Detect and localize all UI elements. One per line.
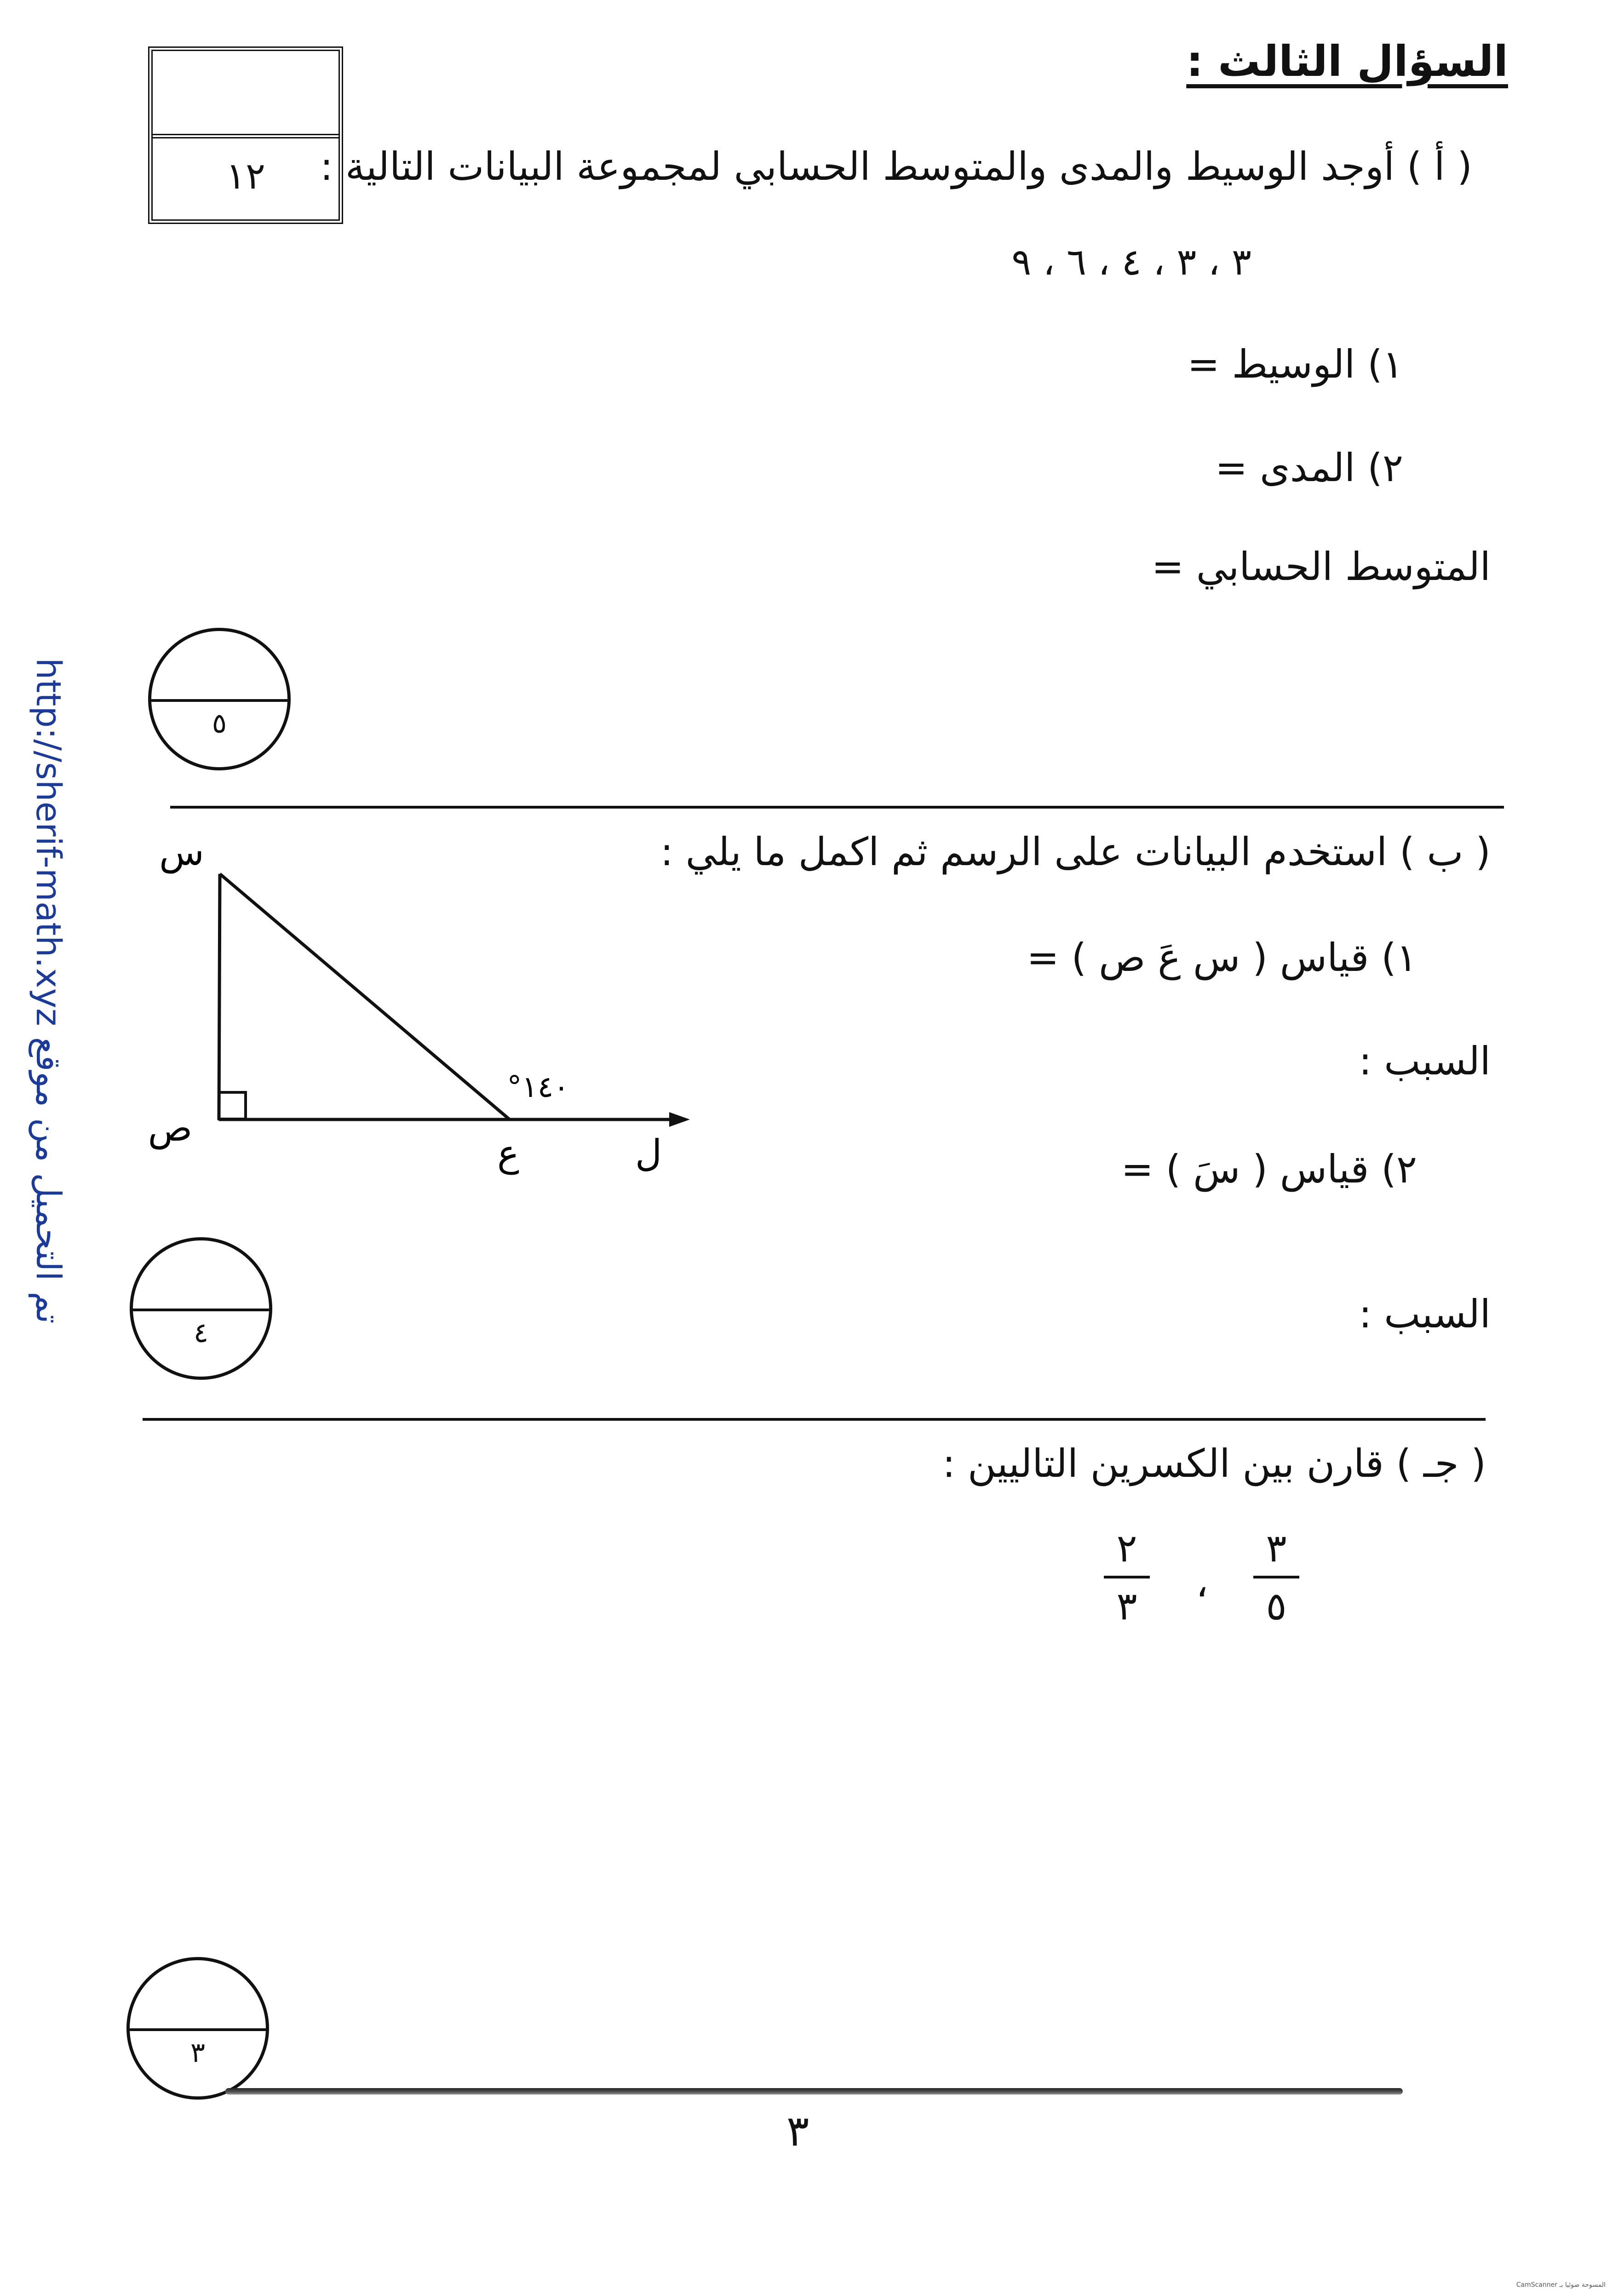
part-a-mean: المتوسط الحسابي =	[1151, 544, 1491, 589]
triangle-figure	[138, 842, 717, 1200]
total-score-box	[148, 46, 343, 224]
part-a-range: ٢) المدى =	[1215, 445, 1403, 490]
part-b-score-circle	[130, 1237, 272, 1380]
side-s-p	[219, 874, 220, 1119]
part-c-score-circle	[126, 1957, 269, 2100]
part-a-score-circle	[148, 628, 291, 770]
score-box-divider	[153, 134, 339, 138]
label-p: ص	[148, 1107, 193, 1149]
fraction-1-bar	[1253, 1576, 1299, 1578]
fraction-1-denominator: ٥	[1266, 1584, 1287, 1629]
fraction-2	[1104, 1527, 1150, 1628]
label-s: س	[159, 842, 204, 873]
part-c-prompt: ( جـ ) قارن بين الكسرين التاليين :	[942, 1441, 1486, 1486]
part-a-data-values: ٣ ، ٣ ، ٤ ، ٦ ، ٩	[1011, 241, 1251, 283]
part-b-prompt: ( ب ) استخدم البيانات على الرسم ثم اكمل ما يلي :	[660, 829, 1491, 874]
part-b-angle-question: ١) قياس ( س عَ ص ) =	[1027, 935, 1417, 980]
page-number: ٣	[786, 2107, 809, 2156]
label-l: ل	[635, 1132, 662, 1175]
score-circle-chord	[151, 699, 287, 702]
fraction-2-denominator: ٣	[1116, 1584, 1137, 1629]
part-a-median: ١) الوسيط =	[1187, 342, 1403, 387]
part-c-score-value: ٣	[190, 2036, 206, 2069]
part-b-reason-1: السبب :	[1359, 1039, 1491, 1084]
part-b-reason-2: السبب :	[1359, 1292, 1491, 1337]
score-circle-chord	[133, 1309, 269, 1311]
download-watermark: تم التحميل من موقع http://sherif-math.xyz	[29, 658, 68, 1324]
scanner-note: CamScanner المسوحة ضوئيا بـ	[1516, 2281, 1606, 2289]
part-a-prompt: ( أ ) أوجد الوسيط والمدى والمتوسط الحسابي لمجموعة البيانات التالية :	[320, 144, 1472, 189]
part-b-score-value: ٤	[193, 1316, 209, 1349]
fraction-2-bar	[1104, 1576, 1150, 1578]
footer-rule	[225, 2088, 1403, 2095]
section-divider-b	[143, 1418, 1486, 1421]
fraction-separator: ،	[1196, 1561, 1209, 1606]
side-s-a	[220, 874, 510, 1119]
angle-label: ١٤٠°	[507, 1070, 569, 1104]
fraction-1-numerator: ٣	[1266, 1526, 1287, 1571]
section-divider-a	[170, 806, 1504, 809]
part-a-score-value: ٥	[212, 707, 227, 740]
fraction-1	[1253, 1527, 1299, 1628]
question-title: السؤال الثالث :	[1186, 37, 1508, 86]
right-angle-mark	[219, 1092, 246, 1119]
total-score-value: ١٢	[226, 155, 265, 197]
ray-arrowhead	[669, 1112, 690, 1127]
label-a: ع	[497, 1132, 519, 1175]
score-circle-chord	[130, 2028, 266, 2031]
part-b-angle-s-question: ٢) قياس ( سَ ) =	[1121, 1147, 1417, 1192]
fraction-2-numerator: ٢	[1116, 1526, 1137, 1571]
